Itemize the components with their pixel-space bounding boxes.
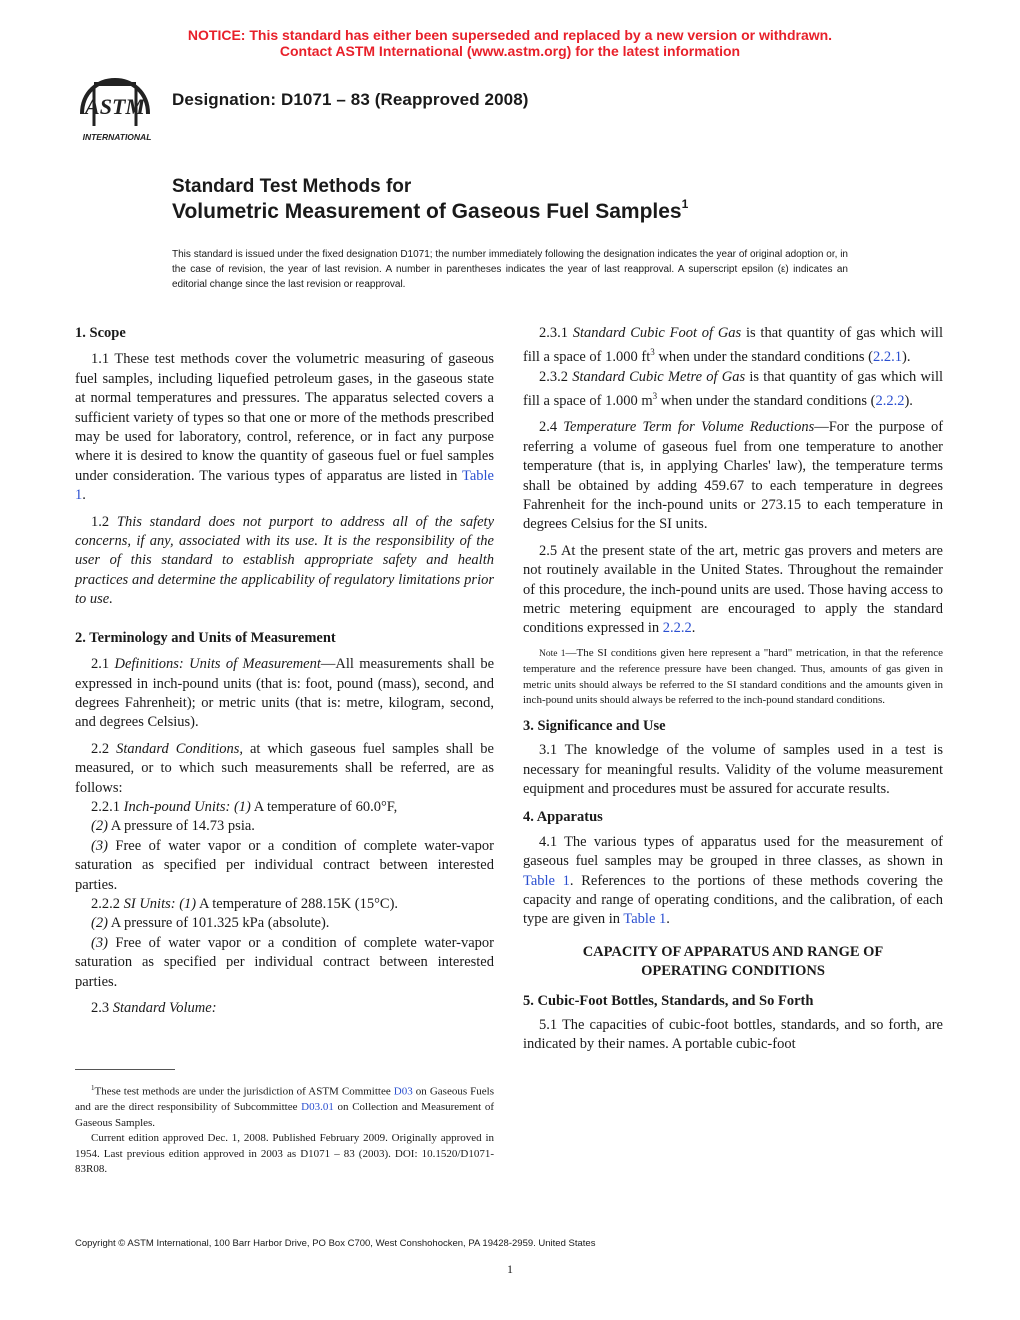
footnote-p2: Current edition approved Dec. 1, 2008. Published February 2009. Originally approved in 1954. Last previous edition approved in 2003 as D1071 – 83 (2003). DOI: 10.1520/D1071-83R08. — [75, 1132, 494, 1176]
logo-mark: ASTM — [85, 94, 145, 119]
left-column — [75, 324, 494, 1018]
section-3-heading: 3. Significance and Use — [523, 717, 666, 734]
para-2-2-1: 2.2.1 Inch-pound Units: (1) A temperature of 60.0°F, — [91, 798, 398, 815]
table-1-link-3[interactable]: Table 1 — [623, 911, 667, 928]
para-3-1: 3.1 The knowledge of the volume of samples used in a test is necessary for meaningful results. Validity of the volume measurement equipment and procedures must be assured for accurate results. — [523, 742, 943, 797]
para-1-1: 1.1 These test methods cover the volumetric measuring of gaseous fuel samples, including liquefied petroleum gases, in the gaseous state at normal temperatures and pressures. The apparatus selected covers a sufficient variety of types so that one or more of the methods prescribed may be used for laboratory, control, reference, or in fact any purpose where it is desired to know the quantity of gaseous fuel or fuel samples under consideration. The various types of apparatus are listed in Table 1. — [75, 351, 494, 504]
para-2-3: 2.3 Standard Volume: — [91, 1000, 217, 1016]
para-2-1: 2.1 Definitions: Units of Measurement—All measurements shall be expressed in inch-pound units (that is: foot, pound (mass), second, and degrees Fahrenheit); or metric units (that is: metre, kilogram, second, and degrees Celsius). — [75, 656, 495, 731]
note-1: Note 1—The SI conditions given here represent a "hard" metrication, in that the reference temperature and the reference pressure have been changed. Thus, amounts of gas given in metric units should always be referred to the SI standard conditions and the amounts given in inch-pound units should always be referred to the inch-pound standard conditions. — [523, 646, 943, 707]
section-1-heading: 1. Scope — [75, 325, 126, 341]
notice-line-1: NOTICE: This standard has either been superseded and replaced by a new version or withdrawn. — [187, 27, 833, 43]
issued-statement: This standard is issued under the fixed designation D1071; the number immediately following the designation indicates the year of original adoption or, in the case of revision, the year of last revision. A number in parentheses indicates the year of last reapproval. A superscript epsilon (ε) indicates an editorial change since the last revision or reapproval. — [172, 249, 848, 290]
para-2-4: 2.4 Temperature Term for Volume Reductions—For the purpose of referring a volume of gaseous fuel from one temperature to another temperature (that is, in applying Charles' law), the temperature terms shall be obtained by adding 459.67 to each temperature in degrees Fahrenheit for the inch-pound units or 273.15 to each temperature in degrees Celsius for the SI units. — [523, 419, 944, 533]
capacity-heading-line-2: OPERATING CONDITIONS — [641, 963, 825, 980]
title-footnote-mark: 1 — [681, 197, 689, 211]
logo-subtitle: INTERNATIONAL — [82, 132, 152, 142]
para-2-2-2: 2.2.2 SI Units: (1) A temperature of 288.15K (15°C). — [91, 895, 399, 912]
para-1-2: 1.2 This standard does not purport to address all of the safety concerns, if any, associated with its use. It is the responsibility of the user of this standard to establish appropriate safety and health practices and determine the applicability of regulatory limitations prior to use. — [75, 513, 495, 608]
table-1-link-2[interactable]: Table 1 — [523, 872, 570, 889]
capacity-heading-line-1: CAPACITY OF APPARATUS AND RANGE OF — [582, 943, 884, 960]
footnote-p1: $^1$These test methods are under the jurisdiction of ASTM Committee D03 on Gaseous Fuels and are the direct responsibility of Subcommittee D03.01 on Collection and Measurement of Gaseous Samples. — [75, 1084, 494, 1129]
right-column — [523, 324, 943, 1055]
title-line-2: Volumetric Measurement of Gaseous Fuel Samples$^1$ — [172, 197, 689, 223]
footnote-rule — [75, 1069, 175, 1070]
page-number: 1 — [507, 1262, 513, 1276]
designation: Designation: D1071 – 83 (Reapproved 2008) — [172, 90, 529, 109]
para-2-2-2-b: (2) A pressure of 101.325 kPa (absolute). — [91, 915, 330, 932]
table-1-link[interactable]: Table 1 — [75, 467, 494, 504]
subcommittee-d03-01-link[interactable]: D03.01 — [301, 1101, 334, 1114]
para-2-2-1-b: (2) A pressure of 14.73 psia. — [91, 818, 255, 835]
footnote — [75, 1081, 494, 1178]
committee-d03-link[interactable]: D03 — [393, 1085, 413, 1098]
para-2-3-1: 2.3.1 Standard Cubic Foot of Gas is that quantity of gas which will fill a space of 1.000 $ft^3$ when under the standard conditions (2.2.1). — [523, 325, 943, 366]
copyright-line: Copyright © ASTM International, 100 Barr Harbor Drive, PO Box C700, West Conshohocken, PA 19428-2959. United States — [75, 1238, 596, 1249]
ref-2-2-1-link[interactable]: 2.2.1 — [873, 349, 903, 366]
notice-line-2: Contact ASTM International (www.astm.org) for the latest information — [279, 43, 741, 59]
section-2-heading: 2. Terminology and Units of Measurement — [75, 629, 336, 646]
para-2-5: 2.5 At the present state of the art, metric gas provers and meters are not routinely available in the United States. Throughout the remainder of this procedure, the inch-pound units are used. Those having access to metric metering equipment are encouraged to apply the standard conditions expressed in 2.2.2. — [523, 542, 943, 637]
section-4-heading: 4. Apparatus — [523, 809, 603, 826]
para-5-1: 5.1 The capacities of cubic-foot bottles, standards, and so forth, are indicated by their names. A portable cubic-foot — [523, 1017, 943, 1053]
para-4-1: 4.1 The various types of apparatus used for the measurement of gaseous fuel samples may be grouped in three classes, as shown in Table 1. References to the portions of these methods covering the capacity and range of operating conditions, and the calibration, of each type are given in Table 1. — [523, 833, 943, 928]
title-line-1: Standard Test Methods for — [172, 176, 412, 197]
para-2-2-1-c: (3) Free of water vapor or a condition of complete water-vapor saturation as specified per individual contract between interested parties. — [75, 837, 494, 893]
ref-2-2-2-link-2[interactable]: 2.2.2 — [662, 620, 692, 637]
para-2-3-2: 2.3.2 Standard Cubic Metre of Gas is that quantity of gas which will fill a space of 1.000 $m^3$ when under the standard conditions (2.2.2). — [523, 368, 944, 409]
section-5-heading: 5. Cubic-Foot Bottles, Standards, and So Forth — [523, 992, 814, 1009]
para-2-2-2-c: (3) Free of water vapor or a condition of complete water-vapor saturation as specified per individual contract between interested parties. — [75, 934, 494, 990]
para-2-2: 2.2 Standard Conditions, at which gaseous fuel samples shall be measured, or to which such measurements shall be referred, are as follows: — [75, 740, 494, 796]
ref-2-2-2-link[interactable]: 2.2.2 — [875, 392, 905, 409]
astm-logo — [72, 74, 158, 144]
